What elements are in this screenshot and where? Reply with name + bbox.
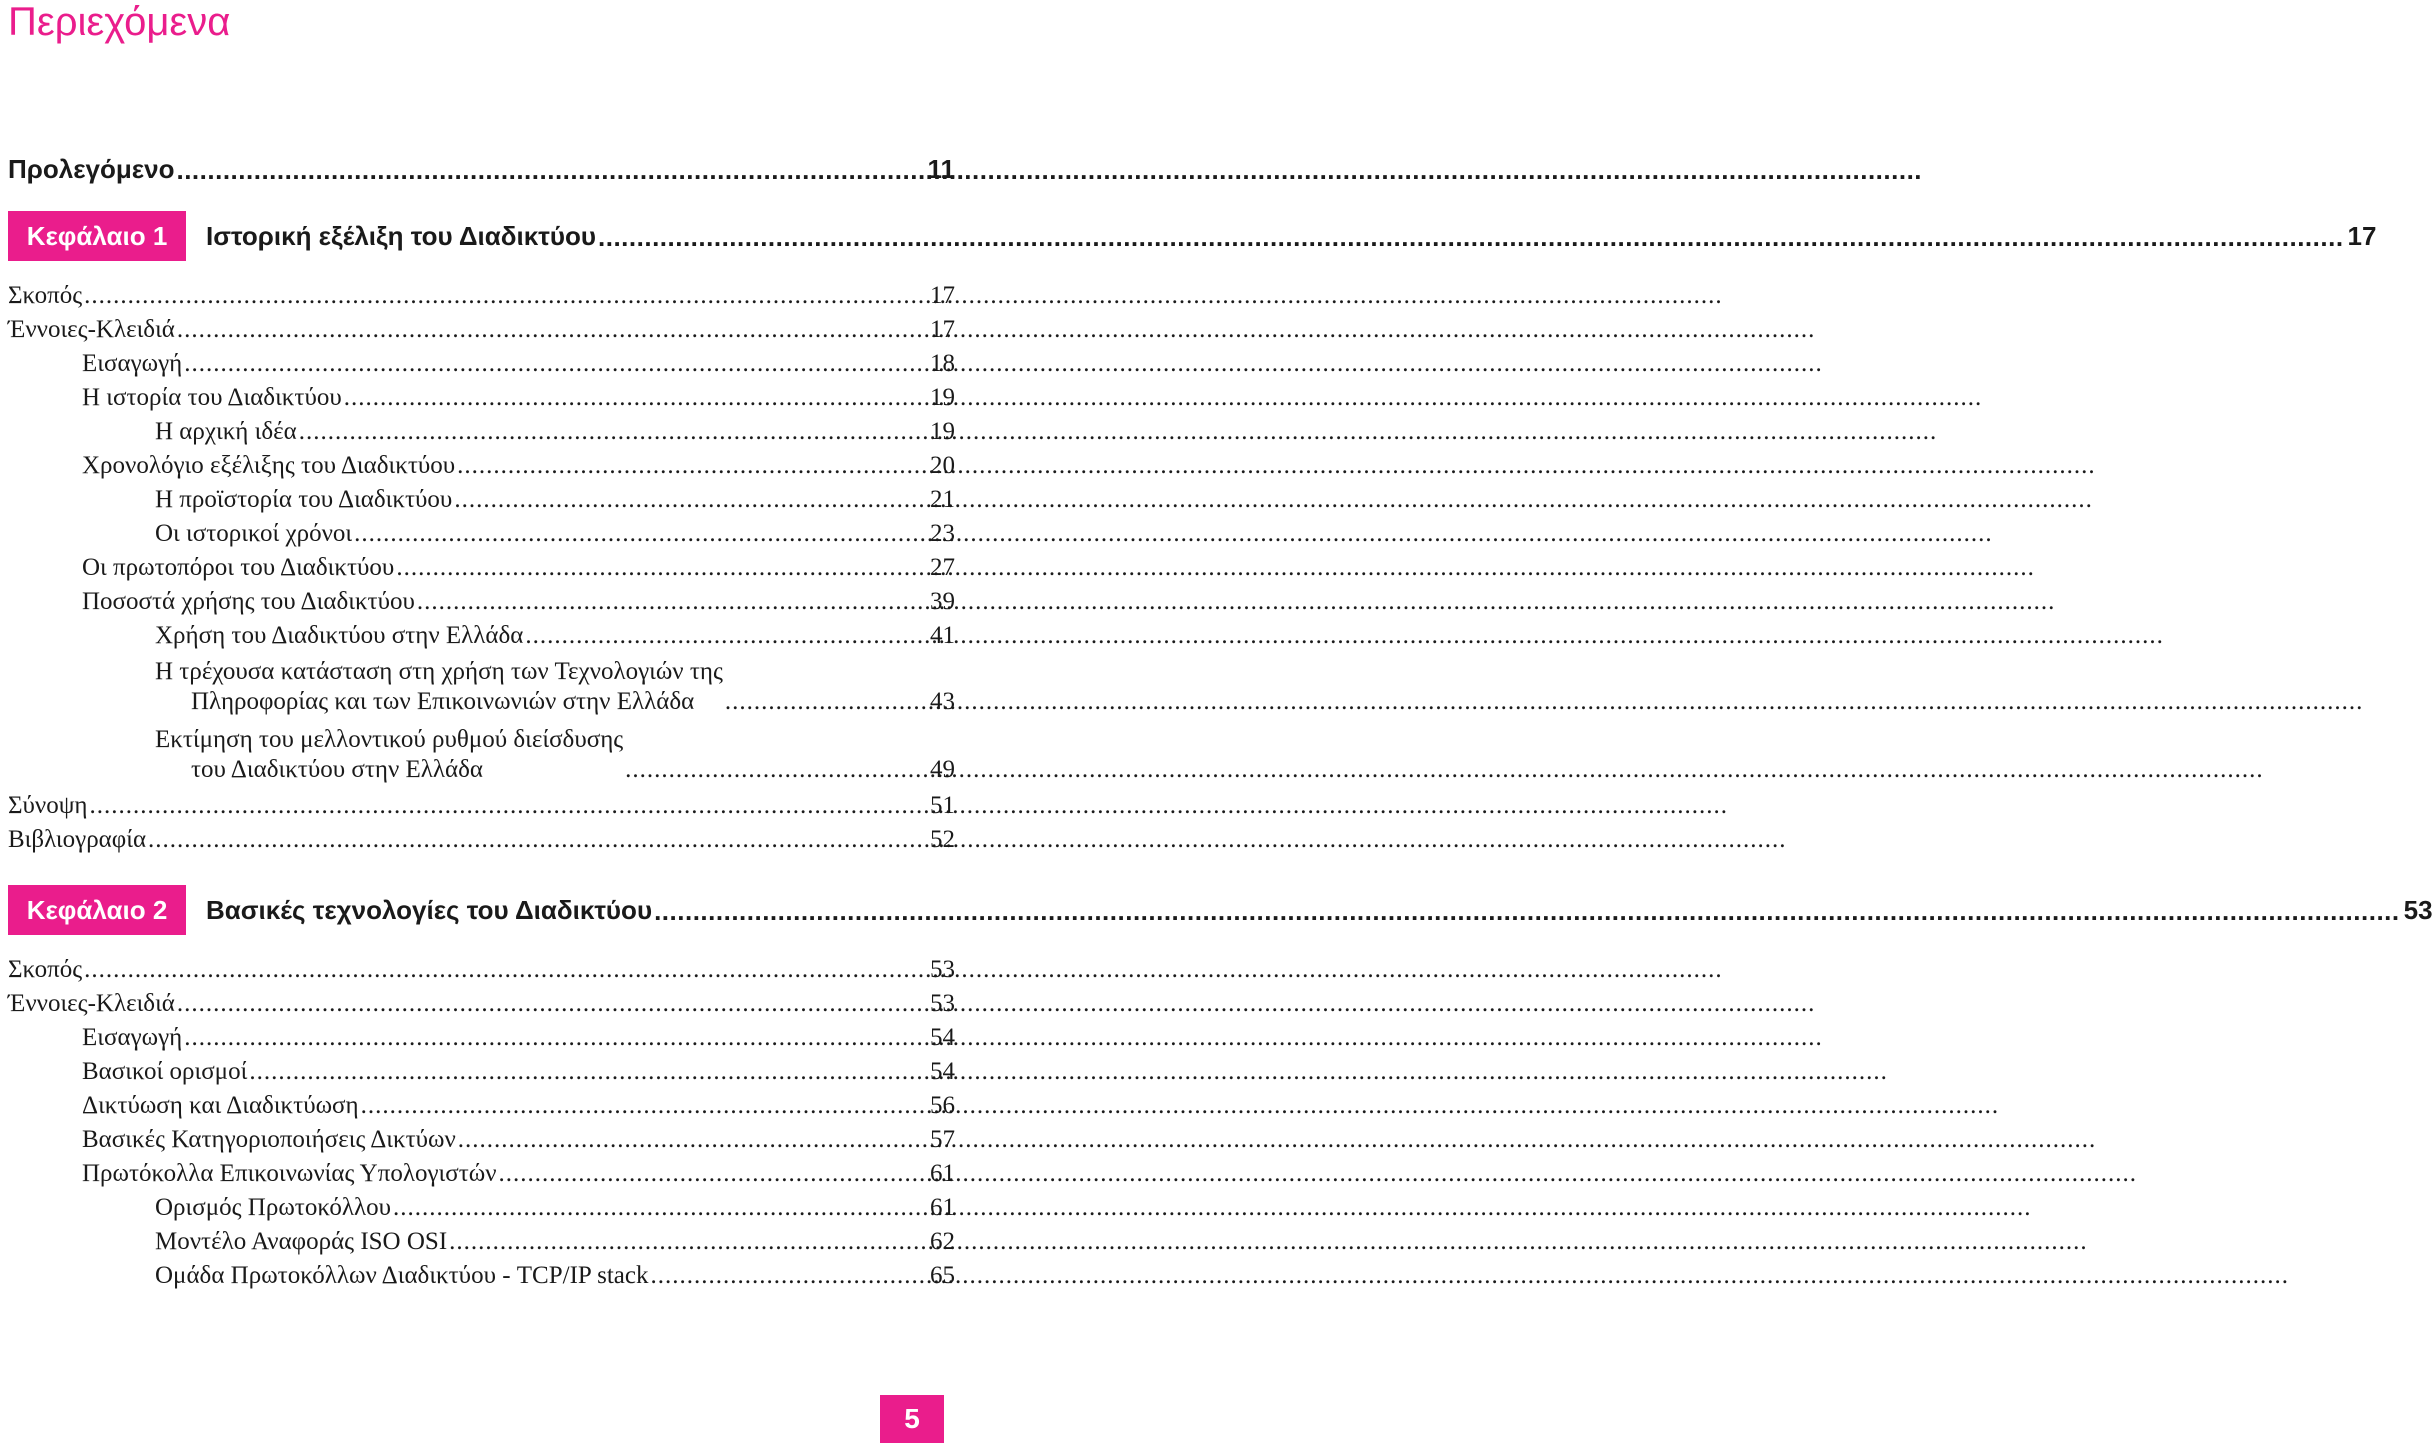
leader-dots [625,755,926,785]
toc-entry[interactable] [82,1121,955,1155]
toc-entry-page: 51 [930,792,955,819]
leader-dots [84,955,926,985]
toc-entry-page: 52 [930,826,955,853]
toc-entry-text: Βασικές Κατηγοριοποιήσεις Δικτύων [82,1126,456,1153]
toc-entry[interactable] [155,651,955,717]
leader-dots [148,825,926,855]
toc-entry-page: 20 [930,452,955,479]
toc-entry[interactable] [82,1155,955,1189]
toc-entry-text-continued: Πληροφορίας και των Επικοινωνιών στην Ελλάδα [191,688,695,715]
toc-entry-text: Βασικοί ορισμοί [82,1058,248,1085]
leader-dots [84,281,926,311]
toc-entry-text: Μοντέλο Αναφοράς ISO OSI [155,1228,448,1255]
leader-dots [177,989,926,1019]
leader-dots [457,451,926,481]
toc-entry-text: Η αρχική ιδέα [155,418,297,445]
toc-entry-page: 49 [930,756,955,783]
chapter-1-page: 17 [2347,220,2377,251]
toc-entry[interactable] [155,719,955,785]
chapter-1-title: Ιστορική εξέλιξη του Διαδικτύου [206,220,596,251]
toc-entry-page: 54 [930,1058,955,1085]
toc-entry-text: Ορισμός Πρωτοκόλλου [155,1194,391,1221]
toc-entry-text: Σύνοψη [8,792,88,819]
chapter-2-title: Βασικές τεχνολογίες του Διαδικτύου [206,894,653,925]
leader-dots [176,155,923,185]
toc-entry-text: Εισαγωγή [82,350,183,377]
toc-entry[interactable] [155,481,955,515]
leader-dots [89,791,926,821]
toc-prologue[interactable] [8,145,955,185]
toc-entry[interactable] [155,413,955,447]
leader-dots [393,1193,926,1223]
toc-entry-text: Πρωτόκολλα Επικοινωνίας Υπολογιστών [82,1160,497,1187]
leader-dots [249,1057,926,1087]
leader-dots [361,1091,926,1121]
toc-entry[interactable] [155,617,955,651]
toc-entry-page: 62 [930,1228,955,1255]
toc-entry-text-continued: του Διαδικτύου στην Ελλάδα [191,756,483,783]
toc-entry-page: 61 [930,1160,955,1187]
toc-entry[interactable] [155,515,955,549]
toc-entry-page: 17 [930,282,955,309]
leader-dots [654,896,2400,926]
chapter-2-heading[interactable] [8,885,2433,935]
toc-entry[interactable] [82,1019,955,1053]
toc-entry[interactable] [8,951,955,985]
toc-entry-text: Βιβλιογραφία [8,826,147,853]
toc-entry-page: 39 [930,588,955,615]
toc-entry-text: Ποσοστά χρήσης του Διαδικτύου [82,588,415,615]
toc-entry-text: Σκοπός [8,956,83,983]
toc-entry-text: Έννοιες-Κλειδιά [8,316,175,343]
chapter-2-page: 53 [2403,894,2433,925]
toc-entry[interactable] [8,277,955,311]
toc-entry-text: Η τρέχουσα κατάσταση στη χρήση των Τεχνολογιών της [155,658,723,685]
toc-entry-page: 53 [930,956,955,983]
leader-dots [344,383,926,413]
toc-entry[interactable] [82,345,955,379]
toc-entry[interactable] [8,821,955,855]
leader-dots [354,519,926,549]
leader-dots [650,1261,926,1291]
page-number-badge: 5 [880,1395,944,1443]
toc-entry[interactable] [82,549,955,583]
toc-entry-page: 19 [930,418,955,445]
leader-dots [299,417,926,447]
toc-entry-page: 27 [930,554,955,581]
leader-dots [396,553,926,583]
toc-entry-text: Χρονολόγιο εξέλιξης του Διαδικτύου [82,452,456,479]
leader-dots [499,1159,926,1189]
toc-entry[interactable] [82,1053,955,1087]
toc-entry-text: Η προϊστορία του Διαδικτύου [155,486,453,513]
chapter-1-badge: Κεφάλαιο 1 [8,211,186,261]
leader-dots [449,1227,926,1257]
leader-dots [458,1125,926,1155]
leader-dots [417,587,926,617]
toc-entry[interactable] [82,447,955,481]
toc-entry-page: 57 [930,1126,955,1153]
toc-entry-page: 65 [930,1262,955,1289]
toc-entry[interactable] [8,311,955,345]
toc-entry-text: Οι ιστορικοί χρόνοι [155,520,353,547]
toc-entry[interactable] [155,1189,955,1223]
leader-dots [725,687,926,717]
toc-entry[interactable] [155,1223,955,1257]
toc-entry[interactable] [82,1087,955,1121]
leader-dots [598,222,2344,252]
prologue-page: 11 [927,154,955,184]
toc-entry-text: Εκτίμηση του μελλοντικού ρυθμού διείσδυσης [155,726,624,753]
toc-entry-page: 17 [930,316,955,343]
leader-dots [184,349,926,379]
toc-entry-page: 54 [930,1024,955,1051]
leader-dots [454,485,926,515]
toc-entry-page: 19 [930,384,955,411]
chapter-2-badge: Κεφάλαιο 2 [8,885,186,935]
toc-entry-text: Η ιστορία του Διαδικτύου [82,384,342,411]
toc-entry[interactable] [82,379,955,413]
toc-entry[interactable] [82,583,955,617]
toc-entry-page: 23 [930,520,955,547]
chapter-1-heading[interactable] [8,211,2377,261]
toc-entry-page: 43 [930,688,955,715]
toc-entry-text: Έννοιες-Κλειδιά [8,990,175,1017]
toc-entry-page: 56 [930,1092,955,1119]
prologue-label: Προλεγόμενο [8,154,175,184]
toc-entry-page: 18 [930,350,955,377]
toc-entry[interactable] [155,1257,955,1291]
leader-dots [184,1023,926,1053]
toc-entry-page: 53 [930,990,955,1017]
leader-dots [525,621,926,651]
toc-entry-page: 61 [930,1194,955,1221]
toc-entry[interactable] [8,985,955,1019]
toc-entry-text: Δικτύωση και Διαδικτύωση [82,1092,359,1119]
toc-entry-text: Εισαγωγή [82,1024,183,1051]
toc-entry-page: 41 [930,622,955,649]
toc-entry-text: Χρήση του Διαδικτύου στην Ελλάδα [155,622,524,649]
toc-entry[interactable] [8,787,955,821]
toc-entry-page: 21 [930,486,955,513]
page-title: Περιεχόμενα [8,0,231,44]
leader-dots [177,315,926,345]
toc-entry-text: Οι πρωτοπόροι του Διαδικτύου [82,554,395,581]
toc-entry-text: Ομάδα Πρωτοκόλλων Διαδικτύου - TCP/IP stack [155,1262,649,1289]
toc-entry-text: Σκοπός [8,282,83,309]
